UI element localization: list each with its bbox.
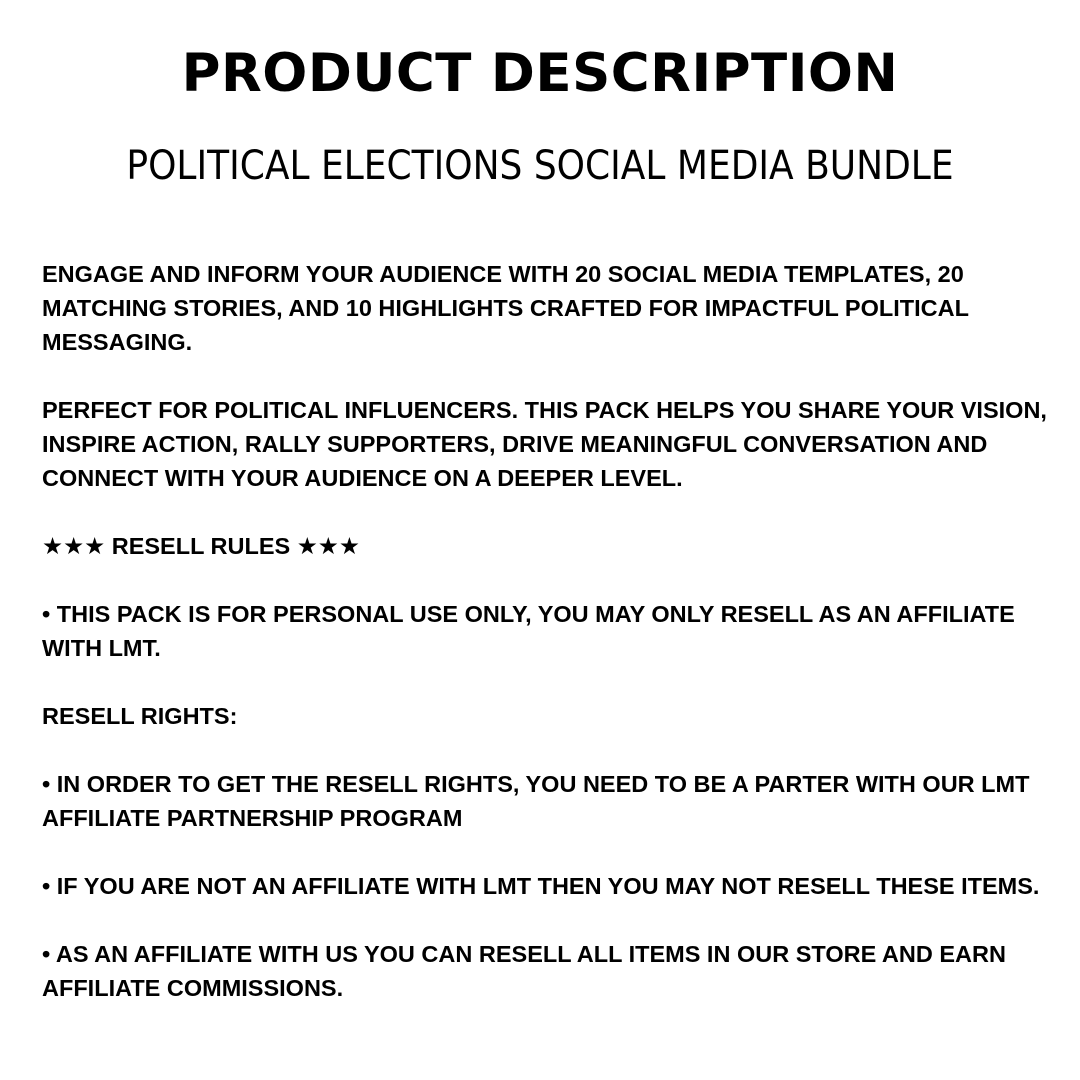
stars-right-icon: ★★★ [296, 532, 360, 560]
intro-paragraph: ENGAGE AND INFORM YOUR AUDIENCE WITH 20 SOCIAL MEDIA TEMPLATES, 20 MATCHING STORIES, AND 10 HIGHLIGHTS CRAFTED FOR IMPACTFUL POLITICAL MESSAGING. [42, 261, 969, 355]
audience-paragraph: PERFECT FOR POLITICAL INFLUENCERS. THIS PACK HELPS YOU SHARE YOUR VISION, INSPIRE ACTION, RALLY SUPPORTERS, DRIVE MEANINGFUL CONVERSATION AND CONNECT WITH YOUR AUDIENCE ON A DEEPER LEVEL. [42, 397, 1047, 491]
page-title: PRODUCT DESCRIPTION [181, 43, 899, 104]
resell-rights-item: • IN ORDER TO GET THE RESELL RIGHTS, YOU NEED TO BE A PARTER WITH OUR LMT AFFILIATE PARTNERSHIP PROGRAM [42, 771, 1030, 831]
description-body [42, 257, 1052, 1005]
resell-rights-item: • IF YOU ARE NOT AN AFFILIATE WITH LMT THEN YOU MAY NOT RESELL THESE ITEMS. [42, 873, 1040, 899]
resell-rights-heading: RESELL RIGHTS: [42, 703, 238, 729]
stars-left-icon: ★★★ [42, 532, 106, 560]
resell-rights-item: • AS AN AFFILIATE WITH US YOU CAN RESELL ALL ITEMS IN OUR STORE AND EARN AFFILIATE COMMISSIONS. [42, 941, 1006, 1001]
page-subtitle: POLITICAL ELECTIONS SOCIAL MEDIA BUNDLE [126, 143, 954, 189]
resell-rules-label: RESELL RULES [111, 533, 291, 559]
resell-rules-heading [42, 529, 1052, 563]
personal-use-rule: • THIS PACK IS FOR PERSONAL USE ONLY, YOU MAY ONLY RESELL AS AN AFFILIATE WITH LMT. [42, 601, 1015, 661]
